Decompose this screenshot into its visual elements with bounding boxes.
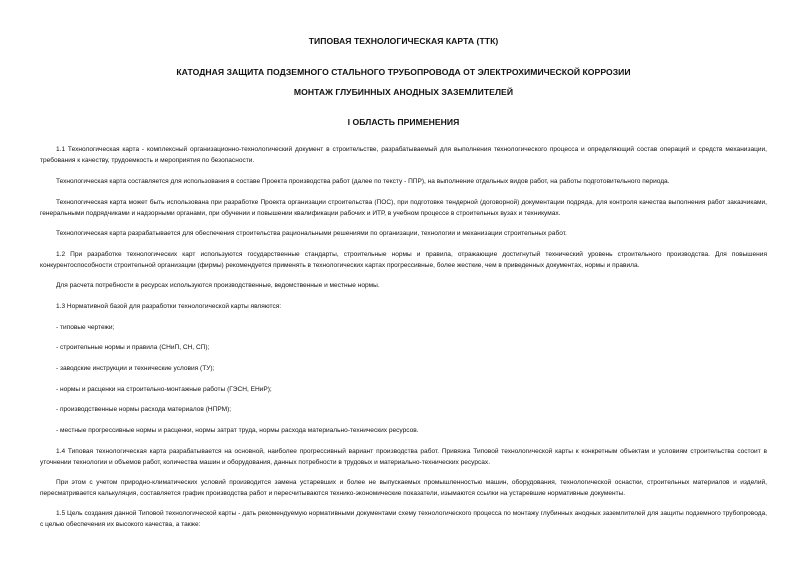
list-item: - производственные нормы расхода материалов (НПРМ); [56, 406, 232, 413]
list-item: - местные прогрессивные нормы и расценки, нормы затрат труда, нормы расхода материально-технических ресурсов. [56, 427, 419, 434]
paragraph-ppr: Технологическая карта составляется для использования в составе Проекта производства работ (далее по тексту - ППР), на выполнение отдельных видов работ, на работы подготовительного периода. [56, 178, 670, 185]
paragraph-pos: Технологическая карта может быть использована при разработке Проекта организации строительства (ПОС), при подготовке тендерной (договорной) документации подряда, для контроля качества выполнения работ заказчиками, генеральными подрядчиками и надзорными органами, при обучении и повышении квалификации рабочих и ИТР, в учебном процессе в строительных вузах и техникумах. [40, 199, 767, 218]
list-item: - типовые чертежи; [56, 324, 115, 331]
paragraph-climate: При этом с учетом природно-климатических условий производится замена устаревших и более не выпускаемых промышленностью машин, оборудования, технологической оснастки, строительных материалов и изделий, пересматривается калькуляция, составляется график производства работ и пересчитываются технико-экономические показатели, изымаются ссылки на устаревшие нормативные документы. [40, 479, 767, 498]
paragraph-1-2: 1.2 При разработке технологических карт используются государственные стандарты, строительные нормы и правила, отражающие достигнутый технический уровень строительного производства. Для повышения конкурентоспособности строительной организации (фирмы) рекомендуется применять в технологических картах прогрессивные, более жесткие, чем в приведенных документах, нормы и правила. [40, 251, 767, 270]
paragraph-resources: Для расчета потребности в ресурсах используются производственные, ведомственные и местные нормы. [56, 282, 380, 289]
list-item: - строительные нормы и правила (СНиП, СН, СП); [56, 344, 210, 351]
paragraph-1-5: 1.5 Цель создания данной Типовой технологической карты - дать рекомендуемую нормативными документами схему технологического процесса по монтажу глубинных анодных заземлителей для защиты подземного трубопровода, с целью обеспечения их высокого качества, а также: [40, 510, 767, 529]
document-heading: ТИПОВАЯ ТЕХНОЛОГИЧЕСКАЯ КАРТА (ТТК) [308, 36, 499, 46]
list-item: - заводские инструкции и технические условия (ТУ); [56, 365, 215, 372]
paragraph-1-3: 1.3 Нормативной базой для разработки технологической карты являются: [56, 303, 282, 310]
paragraph-rational: Технологическая карта разрабатывается для обеспечения строительства рациональными решениями по организации, технологии и механизации строительных работ. [56, 230, 567, 237]
paragraph-1-4: 1.4 Типовая технологическая карта разрабатывается на основной, наиболее прогрессивный вариант производства работ. Привязка Типовой технологической карты к конкретным объектам и условиям строительства состоит в уточнении технологии и объемов работ, количества машин и оборудования, данных потребности в трудовых и материально-технических ресурсах. [40, 448, 767, 467]
paragraph-1-1: 1.1 Технологическая карта - комплексный организационно-технологический документ в строительстве, разрабатываемый для выполнения технологического процесса и определяющий состав операций и средств механизации, требования к качеству, трудоемкость и мероприятия по безопасности. [40, 146, 767, 165]
section-title: I ОБЛАСТЬ ПРИМЕНЕНИЯ [347, 117, 460, 127]
list-item: - нормы и расценки на строительно-монтажные работы (ГЭСН, ЕНиР); [56, 386, 272, 393]
document-subheading: КАТОДНАЯ ЗАЩИТА ПОДЗЕМНОГО СТАЛЬНОГО ТРУБОПРОВОДА ОТ ЭЛЕКТРОХИМИЧЕСКОЙ КОРРОЗИИ [176, 67, 631, 77]
document-subheading-2: МОНТАЖ ГЛУБИННЫХ АНОДНЫХ ЗАЗЕМЛИТЕЛЕЙ [293, 87, 514, 97]
